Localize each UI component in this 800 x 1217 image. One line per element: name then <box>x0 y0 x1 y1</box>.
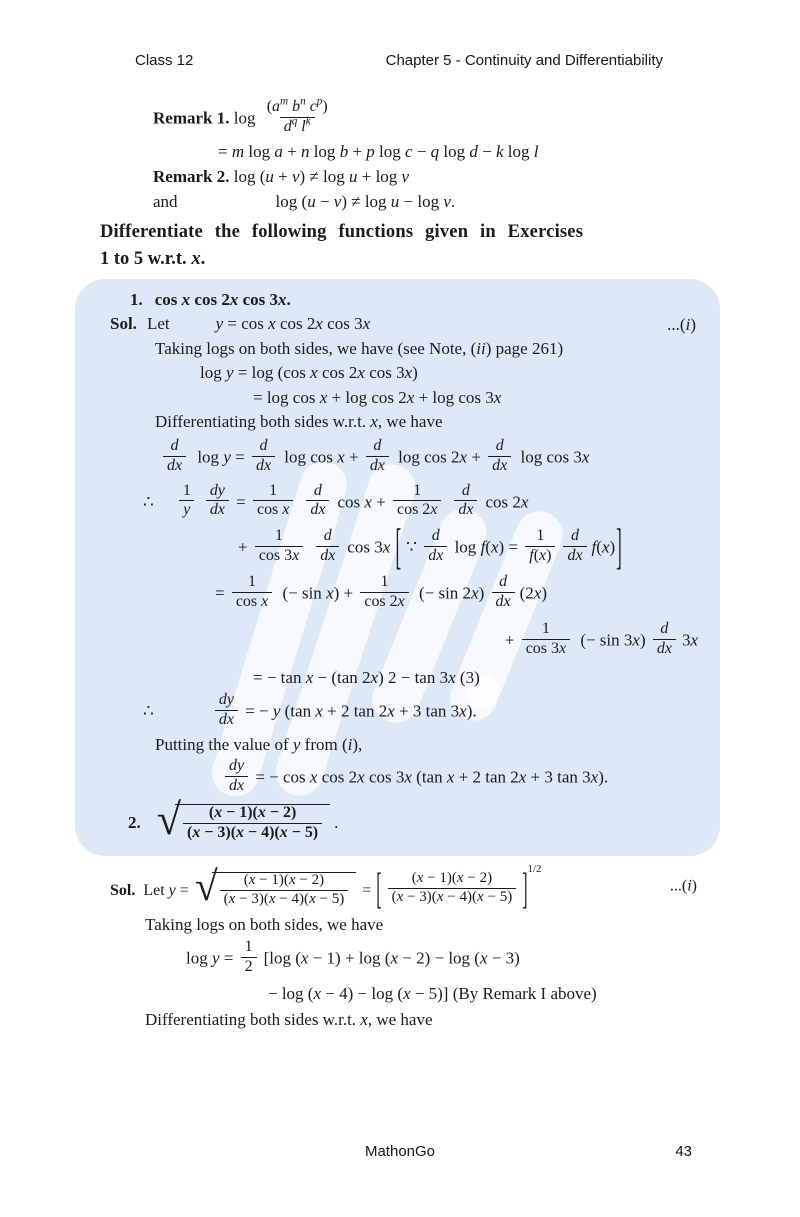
fraction-numerator: d <box>461 481 470 499</box>
big-bracket: ] <box>522 867 528 914</box>
fraction <box>522 621 570 658</box>
fraction <box>563 528 586 565</box>
fraction <box>454 483 477 520</box>
fraction-denominator: cos 2x <box>360 592 408 611</box>
fraction <box>492 574 515 611</box>
text-run: Differentiating both sides w.r.t. x, we have <box>145 1010 433 1030</box>
fraction <box>525 528 555 565</box>
fraction <box>393 483 441 520</box>
math-line <box>145 914 800 936</box>
fraction <box>316 528 339 565</box>
text-run: = m log a + n log b + p log c − q log d − k log l <box>218 141 539 161</box>
text-run: (− sin 3x) <box>576 630 650 650</box>
math-line <box>145 1009 800 1031</box>
fraction-denominator: dx <box>492 592 515 611</box>
text-run: log f(x) = <box>450 537 523 557</box>
equation-number-tag: ...(i) <box>667 314 696 334</box>
text-run: 1. <box>130 290 143 309</box>
fraction-denominator: y <box>179 500 194 519</box>
fraction <box>206 483 229 520</box>
math-line <box>218 141 800 163</box>
fraction-denominator: cos 3x <box>255 546 303 565</box>
exponent: 1/2 <box>527 862 542 875</box>
fraction <box>241 939 257 976</box>
fraction-denominator: cos x <box>232 592 272 611</box>
fraction <box>252 438 275 475</box>
square-root <box>156 794 330 844</box>
big-bracket: ] <box>616 519 622 575</box>
fraction <box>163 438 186 475</box>
fraction-denominator: cos 2x <box>393 500 441 519</box>
math-line <box>253 387 720 409</box>
text-run: ∵ <box>406 537 422 557</box>
math-line <box>100 247 800 271</box>
fraction-numerator: d <box>660 620 669 638</box>
fraction <box>388 871 517 906</box>
text-run: 2. <box>128 812 141 832</box>
math-line <box>268 983 800 1005</box>
page-content <box>0 95 800 1032</box>
fraction <box>232 574 272 611</box>
fraction <box>225 758 248 795</box>
header-chapter-title: Chapter 5 - Continuity and Differentiability <box>385 52 663 69</box>
fraction-numerator: d <box>431 527 440 545</box>
fraction-numerator: 1 <box>541 620 550 638</box>
fraction-denominator: dx <box>366 456 389 475</box>
fraction-denominator: dx <box>215 710 238 729</box>
text-run: = <box>231 491 250 511</box>
math-line <box>110 862 800 914</box>
fraction-denominator: dx <box>163 456 186 475</box>
header-class-label: Class 12 <box>135 52 194 69</box>
text-run: Let <box>146 314 170 334</box>
fraction-numerator: d <box>313 481 322 499</box>
fraction-numerator: 1 <box>380 573 389 591</box>
fraction-denominator: dx <box>488 456 511 475</box>
fraction-numerator: (x − 1)(x − 2) <box>243 871 325 888</box>
fraction-denominator: (x − 3)(x − 4)(x − 5) <box>220 890 349 908</box>
math-line <box>130 289 720 311</box>
page-footer <box>0 1143 800 1160</box>
text-run: Sol. <box>110 881 136 899</box>
fraction-numerator: d <box>170 436 179 454</box>
footer-page-number: 43 <box>675 1143 692 1160</box>
math-line <box>153 166 800 188</box>
math-line <box>186 938 800 978</box>
big-bracket: [ <box>376 867 382 914</box>
fraction-denominator: cos x <box>253 500 293 519</box>
fraction-denominator: $d^q$ $l^k$ <box>280 117 315 136</box>
math-line <box>200 362 720 384</box>
text-run: − log (x − 4) − log (x − 5)] (By Remark I above) <box>268 983 597 1003</box>
fraction-numerator: 1 <box>413 481 422 499</box>
text-run: ∴ <box>143 701 154 721</box>
math-line <box>155 734 720 756</box>
text-run: log y = log (cos x cos 2x cos 3x) <box>200 363 418 383</box>
fraction-numerator: (x − 1)(x − 2) <box>208 803 297 821</box>
fraction-numerator: 1 <box>269 481 278 499</box>
text-run: Putting the value of y from (i), <box>155 735 363 755</box>
text-run: . <box>334 812 339 832</box>
fraction-denominator: dx <box>252 456 275 475</box>
math-line <box>222 756 720 797</box>
fraction <box>366 438 389 475</box>
fraction-numerator: d <box>259 436 268 454</box>
fraction-denominator: dx <box>206 500 229 519</box>
text-run: and <box>153 191 178 211</box>
text-run: cos x + <box>337 491 390 511</box>
fraction-denominator: dx <box>424 546 447 565</box>
fraction <box>220 873 349 908</box>
fraction-numerator: (x − 1)(x − 2) <box>411 870 493 887</box>
page-header <box>0 0 800 69</box>
fraction-numerator: d <box>323 527 332 545</box>
radicand <box>175 804 330 844</box>
fraction-denominator: dx <box>316 546 339 565</box>
fraction-numerator: 1 <box>182 481 191 499</box>
text-run: Taking logs on both sides, we have (see Note, (ii) page 261) <box>155 338 564 358</box>
text-run: Sol. <box>110 314 137 334</box>
math-line <box>110 313 720 335</box>
text-run: (− sin 2x) <box>414 583 489 603</box>
fraction-numerator: d <box>499 573 508 591</box>
text-run: cos 2x <box>485 491 529 511</box>
big-bracket: [ <box>395 519 402 575</box>
text-run: = <box>358 881 376 899</box>
fraction-numerator: dy <box>218 691 234 709</box>
radical-icon: √ <box>156 794 182 844</box>
remarks-section <box>0 95 800 271</box>
text-run: log cos 3x <box>516 446 590 466</box>
text-run: Differentiate the following functions given in Exercises <box>100 222 584 243</box>
fraction <box>253 483 293 520</box>
text-run: log y = <box>186 948 238 968</box>
text-run: (− sin x) + <box>278 583 358 603</box>
fraction-numerator: ($a^m$ $b^n$ $c^p$) <box>266 95 328 115</box>
math-line <box>155 338 720 360</box>
text-run: log y = <box>193 446 249 466</box>
fraction-denominator: f(x) <box>525 546 555 565</box>
fraction-numerator: 1 <box>275 527 284 545</box>
fraction-denominator: dx <box>563 546 586 565</box>
fraction <box>255 528 303 565</box>
text-run: ∴ <box>143 491 154 511</box>
equation-number-tag: ...(i) <box>669 876 697 894</box>
fraction-numerator: 1 <box>248 573 257 591</box>
text-run: + <box>504 630 519 650</box>
text-run: log cos x + <box>280 446 363 466</box>
text-run: cos x cos 2x cos 3x. <box>154 290 291 309</box>
math-line <box>253 667 720 689</box>
fraction-denominator: (x − 3)(x − 4)(x − 5) <box>183 823 322 842</box>
text-run: log cos 2x + <box>393 446 486 466</box>
math-line <box>75 620 698 660</box>
text-run: + <box>238 537 252 557</box>
text-run: Differentiating both sides w.r.t. x, we have <box>155 412 443 432</box>
fraction <box>215 692 238 729</box>
math-line <box>143 691 720 731</box>
fraction-denominator: (x − 3)(x − 4)(x − 5) <box>388 888 517 906</box>
solution-highlight-box <box>75 279 720 856</box>
text-run: 3x <box>681 630 698 650</box>
math-line <box>100 220 800 244</box>
math-line <box>155 411 720 433</box>
fraction <box>306 483 329 520</box>
fraction-numerator: 1 <box>536 527 545 545</box>
fraction-denominator: dx <box>454 500 477 519</box>
fraction-numerator: 1 <box>244 938 253 956</box>
fraction-numerator: d <box>495 436 504 454</box>
math-line <box>238 519 720 575</box>
text-run: y = cos x cos 2x cos 3x <box>215 314 371 334</box>
fraction <box>263 95 332 136</box>
fraction-numerator: dy <box>229 756 245 774</box>
text-run: f(x) <box>591 537 616 557</box>
text-run: = − y (tan x + 2 tan 2x + 3 tan 3x). <box>240 701 477 721</box>
radical-icon: √ <box>194 863 218 910</box>
fraction-numerator: dy <box>209 481 225 499</box>
math-line <box>215 573 720 613</box>
fraction-denominator: cos 3x <box>522 639 570 658</box>
text-run: Remark 2. log (u + v) ≠ log u + log v <box>153 167 410 187</box>
math-line <box>128 794 720 844</box>
fraction <box>360 574 408 611</box>
text-run: = <box>215 583 229 603</box>
math-line <box>160 436 720 477</box>
fraction-numerator: d <box>571 527 579 545</box>
text-run: (2x) <box>519 583 547 603</box>
math-line <box>143 481 720 522</box>
radicand <box>212 872 357 910</box>
fraction-denominator: dx <box>653 639 676 658</box>
square-root <box>194 863 356 910</box>
fraction <box>424 528 447 565</box>
fraction <box>488 438 511 475</box>
fraction-denominator: dx <box>306 500 329 519</box>
fraction-numerator: d <box>373 436 382 454</box>
footer-brand: MathonGo <box>364 1143 436 1160</box>
math-line <box>153 95 800 138</box>
math-line <box>153 191 800 213</box>
text-run: 1 to 5 w.r.t. x. <box>100 248 206 269</box>
text-run: log (u − v) ≠ log u − log v. <box>275 191 456 211</box>
text-run: = − cos x cos 2x cos 3x (tan x + 2 tan 2x + 3 tan 3x). <box>251 767 609 787</box>
text-run: Taking logs on both sides, we have <box>145 914 384 934</box>
fraction <box>653 621 676 658</box>
text-run: Let y = <box>143 881 193 899</box>
fraction <box>183 805 322 842</box>
text-run: cos 3x <box>347 537 391 557</box>
fraction-denominator: dx <box>225 776 248 795</box>
fraction-denominator: 2 <box>241 957 257 976</box>
fraction <box>179 483 195 520</box>
text-run: [log (x − 1) + log (x − 2) − log (x − 3) <box>263 948 520 968</box>
text-run: = − tan x − (tan 2x) 2 − tan 3x (3) <box>253 668 480 687</box>
text-run: = log cos x + log cos 2x + log cos 3x <box>253 387 502 407</box>
solution-continued-section <box>0 862 800 1032</box>
exercise-solution-lines <box>75 289 720 844</box>
text-run: Remark 1. log <box>153 108 260 128</box>
